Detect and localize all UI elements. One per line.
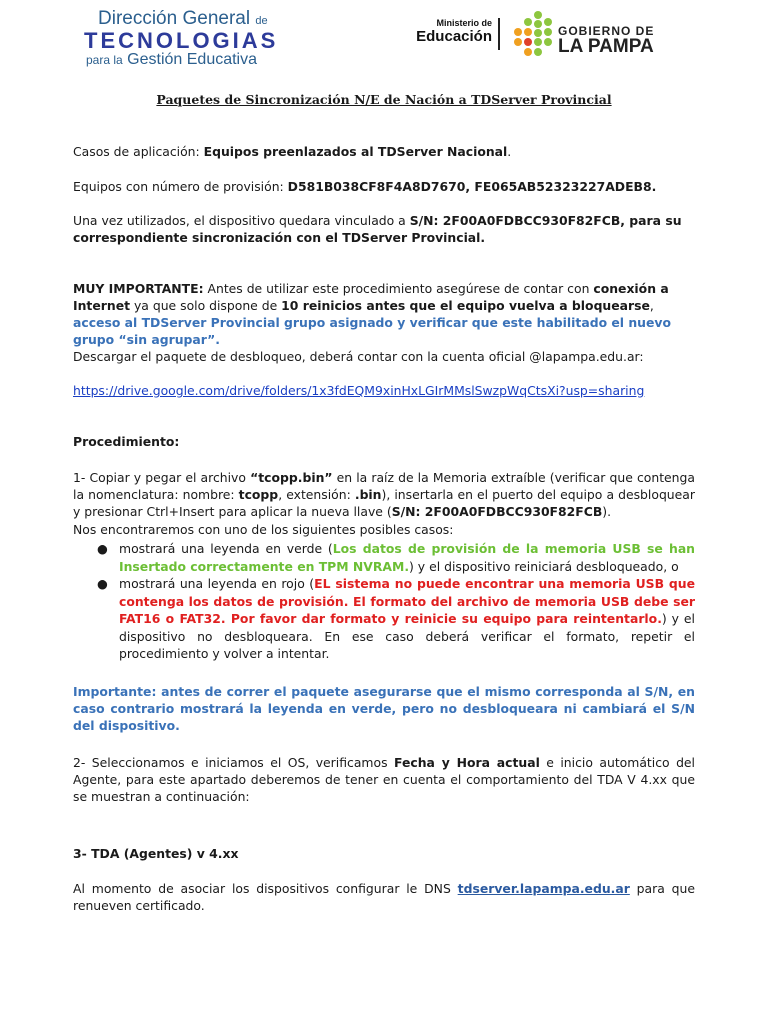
muy-importante-tdserver: acceso al TDServer Provincial grupo asignado y verificar que este habilitado el nuevo grupo “sin agrupar”. (73, 315, 671, 347)
step1-nombre: tcopp (238, 487, 279, 502)
bullet2-text-2: ) y el dispositivo no desbloqueara. En ese caso deberá verificar el formato, repetir el procedimiento y volver a intentar. (119, 611, 695, 661)
step1-filename: “tcopp.bin” (250, 470, 333, 485)
equipos-value: D581B038CF8F4A8D7670, FE065AB52323227ADEB8. (287, 179, 657, 194)
list-item (73, 540, 695, 575)
ministerio-logo-line1: Ministerio de (436, 18, 492, 28)
gobierno-logo-line1: GOBIERNO DE (558, 24, 655, 38)
dgt-logo (80, 6, 310, 68)
casos-label: Casos de aplicación: (73, 144, 204, 159)
gobierno-emblem-icon (510, 10, 556, 62)
gobierno-logo-line2: LA PAMPA (558, 36, 654, 57)
vinculado-text: Una vez utilizados, el dispositivo quedara vinculado a (73, 213, 410, 228)
step2-fecha-hora: Fecha y Hora actual (393, 755, 540, 770)
step1-text-1: 1- Copiar y pegar el archivo (73, 470, 251, 485)
vinculado-sn: S/N: 2F00A0FDBCC930F82FCB, para su correspondiente sincronización con el TDServer Provincial. (73, 213, 682, 245)
dgt-logo-line1: Dirección General (98, 8, 251, 29)
casos-list (73, 540, 695, 663)
bullet-icon: ● (97, 576, 108, 591)
bullet2-text-1: mostrará una leyenda en rojo ( (119, 576, 315, 591)
dgt-logo-line2: TECNOLOGIAS (84, 28, 279, 53)
dns-link[interactable]: tdserver.lapampa.edu.ar (457, 881, 630, 896)
logo-divider (498, 18, 500, 50)
procedimiento-heading: Procedimiento: (73, 434, 180, 449)
step2-text-1: 2- Seleccionamos e iniciamos el OS, verificamos (73, 755, 394, 770)
dns-text-1: Al momento de asociar los dispositivos configurar le DNS (73, 881, 458, 896)
dgt-logo-de: de (255, 15, 268, 27)
dgt-logo-line3: Gestión Educativa (127, 51, 258, 68)
bullet2-red-legend: EL sistema no puede encontrar una memoria USB que contenga los datos de provisión. El formato del archivo de memoria USB debe ser FAT16 o FAT32. Por favor dar formato y reinicie su equipo para reintentarlo. (119, 576, 695, 626)
casos-value: Equipos preenlazados al TDServer Nacional (203, 144, 508, 159)
step1-extension: .bin (354, 487, 382, 502)
vinculado-paragraph (73, 212, 695, 246)
bullet1-green-legend: Los datos de provisión de la memoria USB se han Insertado correctamente en TPM NVRAM. (119, 541, 695, 574)
step1-text-3: , extensión: (278, 487, 355, 502)
muy-importante-text-1: Antes de utilizar este procedimiento asegúrese de contar con (203, 281, 594, 296)
casos-paragraph (73, 143, 695, 160)
bullet1-text-1: mostrará una leyenda en verde ( (119, 541, 333, 556)
muy-importante-text-2: ya que solo dispone de (130, 298, 282, 313)
step1-paragraph (73, 469, 695, 520)
muy-importante-label: MUY IMPORTANTE: (73, 281, 204, 296)
casos-end: . (507, 144, 512, 159)
step1-text-5: ). (602, 504, 612, 519)
step1-text-2: en la raíz de la Memoria extraíble (verificar que contenga la nomenclatura: nombre: (73, 470, 695, 502)
muy-importante-paragraph (73, 280, 695, 348)
gobierno-logo (510, 10, 670, 62)
list-item (73, 575, 695, 663)
muy-importante-text-3: , (649, 298, 654, 313)
document-title: Paquetes de Sincronización N/E de Nación a TDServer Provincial (156, 92, 612, 107)
step1-sn: S/N: 2F00A0FDBCC930F82FCB (391, 504, 603, 519)
step3-heading: 3- TDA (Agentes) v 4.xx (73, 846, 239, 861)
bullet1-text-2: ) y el dispositivo reiniciará desbloqueado, o (409, 558, 679, 574)
step1-casos: Nos encontraremos con uno de los siguientes posibles casos: (73, 522, 454, 537)
step2-text-2: e inicio automático del Agente, para este apartado deberemos de tener en cuenta el comportamiento del TDA V 4.xx que se muestran a continuación: (73, 755, 695, 804)
dgt-logo-line3-prefix: para la (86, 53, 123, 67)
equipos-label: Equipos con número de provisión: (73, 179, 288, 194)
step2-paragraph (73, 754, 695, 805)
muy-importante-reinicios: 10 reinicios antes que el equipo vuelva a bloquearse (281, 298, 650, 313)
equipos-paragraph (73, 178, 695, 195)
descargar-paragraph: Descargar el paquete de desbloqueo, deberá contar con la cuenta oficial @lapampa.edu.ar: (73, 349, 644, 364)
importante-note: Importante: antes de correr el paquete asegurarse que el mismo corresponda al S/N, en caso contrario mostrará la leyenda en verde, pero no desbloqueara ni cambiará el S/N del dispositivo. (73, 684, 695, 733)
muy-importante-internet: conexión a Internet (73, 281, 669, 313)
drive-link[interactable]: https://drive.google.com/drive/folders/1x3fdEQM9xinHxLGIrMMslSwzpWqCtsXi?usp=sharing (73, 383, 645, 398)
dns-text-2: para que renueven certificado. (73, 881, 695, 913)
bullet-icon: ● (97, 541, 108, 556)
ministerio-logo (392, 18, 492, 58)
ministerio-logo-line2: Educación (416, 28, 492, 45)
dns-paragraph (73, 880, 695, 914)
step1-text-4: ), insertarla en el puerto del equipo a desbloquear y presionar Ctrl+Insert para aplicar la nueva llave ( (73, 487, 695, 519)
